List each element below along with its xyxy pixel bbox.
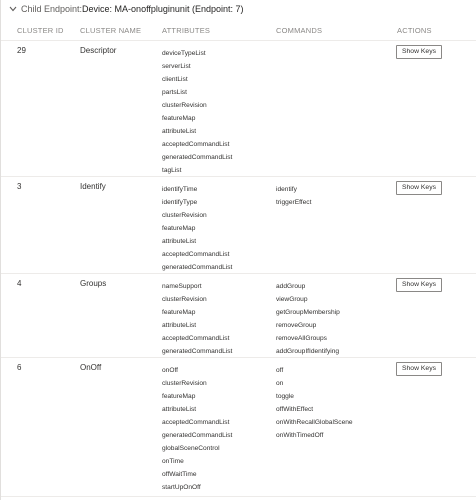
command-item: removeGroup xyxy=(276,322,317,329)
table-header xyxy=(1,26,476,38)
attribute-item: featureMap xyxy=(162,309,196,316)
attribute-list xyxy=(162,280,232,358)
cluster-name: Identify xyxy=(80,182,106,191)
attribute-item: nameSupport xyxy=(162,283,202,290)
attribute-item: featureMap xyxy=(162,393,196,400)
column-header-attributes: ATTRIBUTES xyxy=(162,26,211,35)
attribute-item: serverList xyxy=(162,63,191,70)
table-bottom-divider xyxy=(1,496,476,497)
column-header-commands: COMMANDS xyxy=(276,26,323,35)
column-header-cluster-id: CLUSTER ID xyxy=(17,26,64,35)
cluster-id: 6 xyxy=(17,363,22,372)
command-list xyxy=(276,364,353,442)
child-endpoint-header[interactable] xyxy=(8,2,243,16)
cluster-id: 3 xyxy=(17,182,22,191)
attribute-item: attributeList xyxy=(162,128,197,135)
attribute-item: acceptedCommandList xyxy=(162,335,230,342)
attribute-item: clusterRevision xyxy=(162,296,207,303)
attribute-item: clientList xyxy=(162,76,188,83)
command-item: triggerEffect xyxy=(276,199,312,206)
cluster-name: Groups xyxy=(80,279,107,288)
attribute-item: identifyType xyxy=(162,199,198,206)
attribute-item: deviceTypeList xyxy=(162,50,206,57)
attribute-list xyxy=(162,47,232,177)
attribute-item: acceptedCommandList xyxy=(162,419,230,426)
command-item: addGroupIfIdentifying xyxy=(276,348,340,355)
cluster-id: 4 xyxy=(17,279,22,288)
child-endpoint-label: Child Endpoint: xyxy=(21,4,83,14)
device-name: Device: MA-onoffpluginunit (Endpoint: 7) xyxy=(82,4,244,14)
command-item: onWithRecallGlobalScene xyxy=(276,419,353,426)
command-item: identify xyxy=(276,186,297,193)
command-item: onWithTimedOff xyxy=(276,432,324,439)
attribute-item: onTime xyxy=(162,458,184,465)
show-keys-button[interactable]: Show Keys xyxy=(396,278,442,292)
column-header-cluster-name: CLUSTER NAME xyxy=(80,26,142,35)
command-item: addGroup xyxy=(276,283,306,290)
show-keys-button[interactable]: Show Keys xyxy=(396,181,442,195)
attribute-item: tagList xyxy=(162,167,182,174)
attribute-item: clusterRevision xyxy=(162,212,207,219)
attribute-item: generatedCommandList xyxy=(162,264,233,271)
attribute-item: startUpOnOff xyxy=(162,484,201,491)
attribute-item: generatedCommandList xyxy=(162,154,233,161)
command-item: off xyxy=(276,367,284,374)
attribute-item: offWaitTime xyxy=(162,471,197,478)
command-item: removeAllGroups xyxy=(276,335,327,342)
command-item: toggle xyxy=(276,393,294,400)
table-row xyxy=(1,40,476,176)
attribute-list xyxy=(162,183,232,274)
attribute-item: partsList xyxy=(162,89,187,96)
command-item: on xyxy=(276,380,284,387)
attribute-item: acceptedCommandList xyxy=(162,251,230,258)
cluster-name: OnOff xyxy=(80,363,102,372)
attribute-item: attributeList xyxy=(162,322,197,329)
command-item: getGroupMembership xyxy=(276,309,340,316)
command-list xyxy=(276,280,340,358)
attribute-item: acceptedCommandList xyxy=(162,141,230,148)
attribute-item: clusterRevision xyxy=(162,380,207,387)
cluster-name: Descriptor xyxy=(80,46,117,55)
cluster-id: 29 xyxy=(17,46,26,55)
show-keys-button[interactable]: Show Keys xyxy=(396,45,442,59)
table-row xyxy=(1,176,476,273)
attribute-item: clusterRevision xyxy=(162,102,207,109)
attribute-item: onOff xyxy=(162,367,179,374)
chevron-down-icon[interactable] xyxy=(8,4,18,14)
attribute-item: attributeList xyxy=(162,238,197,245)
attribute-item: featureMap xyxy=(162,225,196,232)
table-row xyxy=(1,357,476,496)
command-item: offWithEffect xyxy=(276,406,314,413)
attribute-item: generatedCommandList xyxy=(162,348,233,355)
attribute-item: featureMap xyxy=(162,115,196,122)
column-header-actions: ACTIONS xyxy=(397,26,432,35)
attribute-list xyxy=(162,364,232,494)
attribute-item: globalSceneControl xyxy=(162,445,220,452)
table-row xyxy=(1,273,476,357)
attribute-item: attributeList xyxy=(162,406,197,413)
attribute-item: generatedCommandList xyxy=(162,432,233,439)
attribute-item: identifyTime xyxy=(162,186,198,193)
command-item: viewGroup xyxy=(276,296,308,303)
command-list xyxy=(276,183,311,209)
show-keys-button[interactable]: Show Keys xyxy=(396,362,442,376)
